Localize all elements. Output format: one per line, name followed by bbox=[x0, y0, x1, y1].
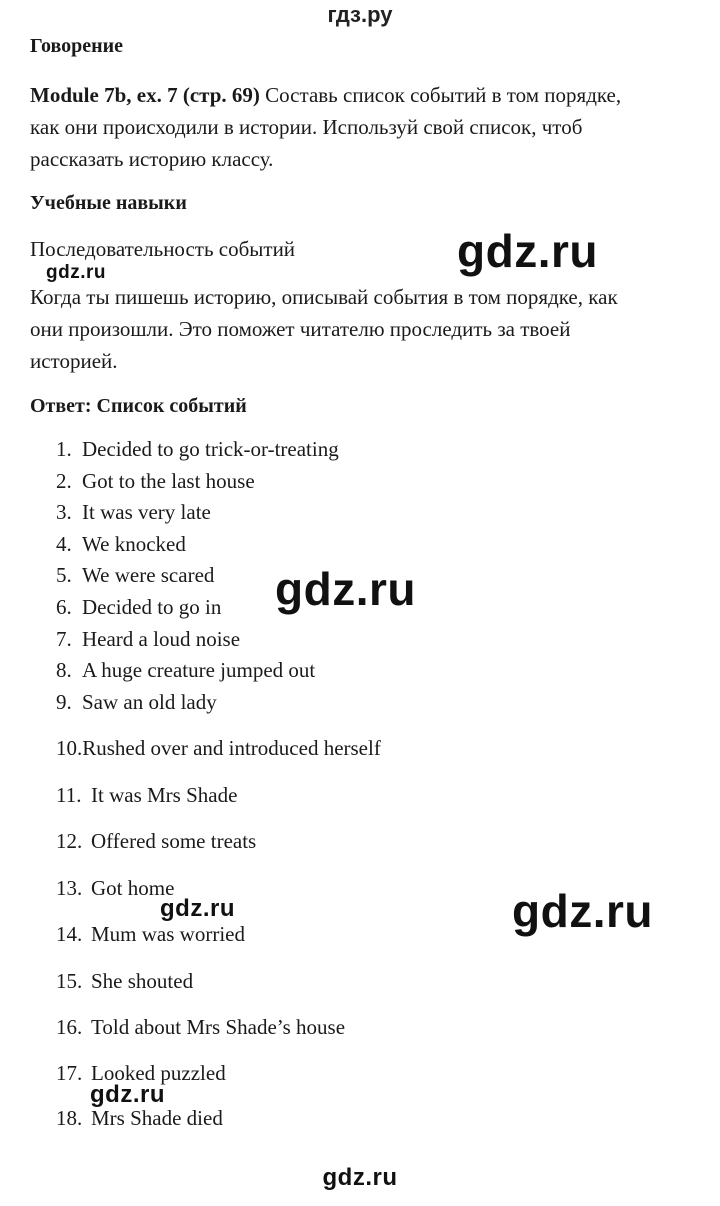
answer-title: Ответ: Список событий bbox=[30, 395, 247, 417]
list-item: 15. She shouted bbox=[56, 969, 194, 993]
list-item: 11. It was Mrs Shade bbox=[56, 783, 238, 807]
list-item: 10.Rushed over and introduced herself bbox=[56, 736, 381, 760]
list-item: 8. A huge creature jumped out bbox=[56, 658, 316, 682]
skills-line-1: Когда ты пишешь историю, описывай события в том порядке, как bbox=[30, 285, 618, 309]
list-item: 14. Mum was worried bbox=[56, 922, 245, 946]
task-line-1 bbox=[30, 79, 621, 111]
list-item: 5. We were scared bbox=[56, 563, 215, 587]
list-item: 17. Looked puzzled bbox=[56, 1061, 226, 1085]
watermark: gdz.ru bbox=[46, 262, 106, 283]
list-item: 13. Got home bbox=[56, 876, 175, 900]
task-line-2: как они происходили в истории. Используй свой список, чтоб bbox=[30, 115, 583, 139]
list-item: 9. Saw an old lady bbox=[56, 690, 217, 714]
skills-title: Учебные навыки bbox=[30, 192, 187, 214]
skills-line-2: они произошли. Это поможет читателю проследить за твоей bbox=[30, 317, 571, 341]
list-item: 7. Heard a loud noise bbox=[56, 627, 241, 651]
watermark: gdz.ru bbox=[457, 225, 598, 277]
task-text-1: Составь список событий в том порядке, bbox=[265, 83, 622, 107]
skills-subtitle: Последовательность событий bbox=[30, 237, 296, 261]
watermark: gdz.ru bbox=[160, 895, 235, 922]
task-label: Module 7b, ex. 7 (стр. 69) bbox=[30, 83, 260, 107]
watermark: gdz.ru bbox=[512, 885, 653, 937]
list-item: 6. Decided to go in bbox=[56, 595, 222, 619]
task-line-3: рассказать историю классу. bbox=[30, 147, 274, 171]
list-item: 12. Offered some treats bbox=[56, 829, 257, 853]
watermark: gdz.ru bbox=[322, 1164, 398, 1191]
list-item: 1. Decided to go trick-or-treating bbox=[56, 437, 339, 461]
list-item: 16. Told about Mrs Shade’s house bbox=[56, 1015, 346, 1039]
list-item: 4. We knocked bbox=[56, 532, 186, 556]
watermark: gdz.ru bbox=[275, 563, 416, 615]
list-item: 2. Got to the last house bbox=[56, 469, 255, 493]
section-title: Говорение bbox=[30, 35, 124, 57]
skills-line-3: историей. bbox=[30, 349, 118, 373]
list-item: 3. It was very late bbox=[56, 500, 211, 524]
watermark: gdz.ru bbox=[90, 1081, 165, 1108]
list-item: 18. Mrs Shade died bbox=[56, 1106, 223, 1130]
site-title: гдз.ру bbox=[327, 2, 393, 27]
